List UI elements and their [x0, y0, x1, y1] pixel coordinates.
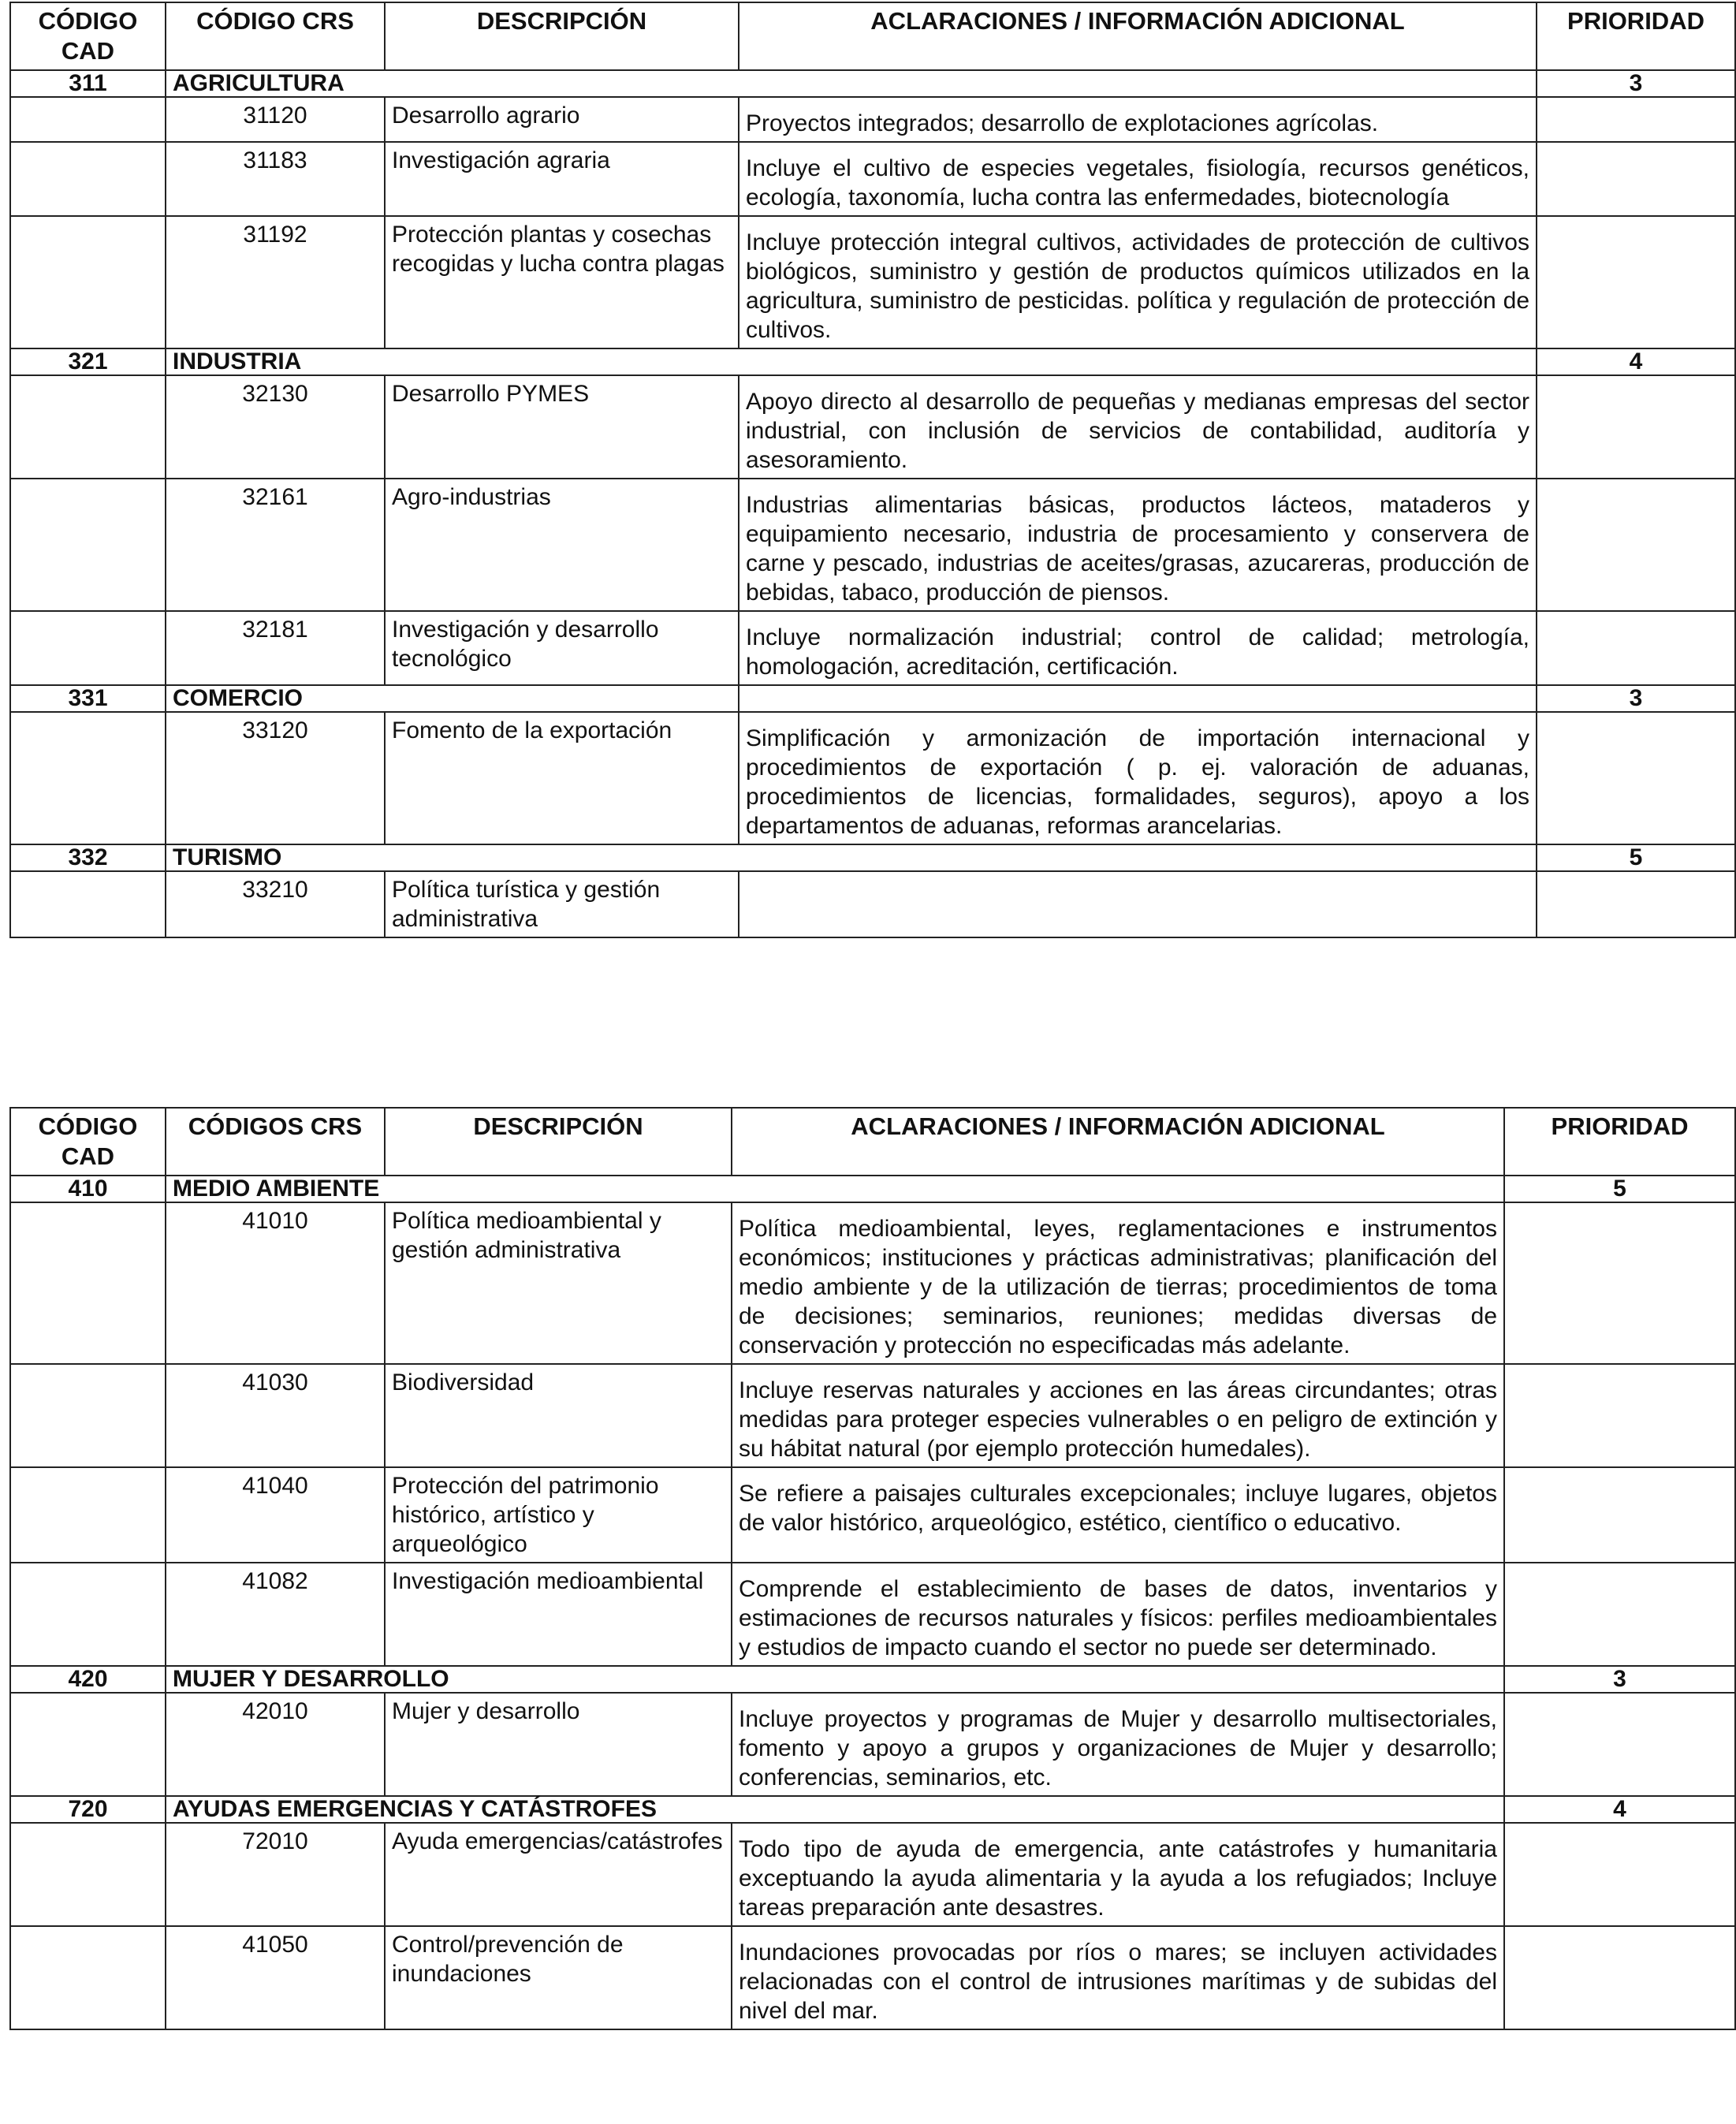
- section-row: [10, 70, 1735, 97]
- crs-code: 32130: [166, 375, 385, 479]
- header-description: DESCRIPCIÓN: [385, 1108, 732, 1176]
- table-row: [10, 142, 1735, 216]
- header-info: ACLARACIONES / INFORMACIÓN ADICIONAL: [732, 1108, 1504, 1176]
- crs-code: 41010: [166, 1202, 385, 1364]
- table-row: [10, 1563, 1735, 1666]
- header-crs: CÓDIGOS CRS: [166, 1108, 385, 1176]
- table-row: [10, 479, 1735, 611]
- row-info: Incluye reservas naturales y acciones en las áreas circundantes; otras medidas para proteger especies vulnerables o en peligro de extinción y su hábitat natural (por ejemplo protección humedales).: [732, 1364, 1504, 1467]
- table-row: [10, 1364, 1735, 1467]
- section-cad: 410: [10, 1176, 166, 1202]
- section-cad: 332: [10, 844, 166, 871]
- section-name: INDUSTRIA: [166, 348, 1537, 375]
- section-priority: 5: [1537, 844, 1735, 871]
- section-row: [10, 1666, 1735, 1693]
- row-info: [739, 871, 1537, 937]
- row-info: Incluye protección integral cultivos, actividades de protección de cultivos biológicos, suministro y gestión de productos químicos utilizados en la agricultura, suministro de pesticidas. política y regulación de protección de cultivos.: [739, 216, 1537, 348]
- crs-code: 41082: [166, 1563, 385, 1666]
- section-row: [10, 844, 1735, 871]
- row-info: Incluye proyectos y programas de Mujer y desarrollo multisectoriales, fomento y apoyo a grupos y organizaciones de Mujer y desarrollo; conferencias, seminarios, etc.: [732, 1693, 1504, 1796]
- section-row: [10, 685, 1735, 712]
- row-description: Biodiversidad: [385, 1364, 732, 1467]
- row-description: Ayuda emergencias/catástrofes: [385, 1823, 732, 1926]
- row-info: Inundaciones provocadas por ríos o mares; se incluyen actividades relacionadas con el control de intrusiones marítimas y de subidas del nivel del mar.: [732, 1926, 1504, 2029]
- section-priority: 4: [1537, 348, 1735, 375]
- row-description: Desarrollo agrario: [385, 97, 739, 142]
- crs-code: 31120: [166, 97, 385, 142]
- section-name: MUJER Y DESARROLLO: [166, 1666, 1504, 1693]
- crs-code: 41040: [166, 1467, 385, 1563]
- section-cad: 420: [10, 1666, 166, 1693]
- section-name: COMERCIO: [166, 685, 739, 712]
- crs-code: 31192: [166, 216, 385, 348]
- row-description: Mujer y desarrollo: [385, 1693, 732, 1796]
- section-priority: 3: [1537, 685, 1735, 712]
- section-name: MEDIO AMBIENTE: [166, 1176, 1504, 1202]
- row-description: Investigación agraria: [385, 142, 739, 216]
- section-cad: 311: [10, 70, 166, 97]
- section-cad: 321: [10, 348, 166, 375]
- row-info: Industrias alimentarias básicas, productos lácteos, mataderos y equipamiento necesario, industria de procesamiento y conservera de carne y pescado, industrias de aceites/grasas, azucareras, producción de bebidas, tabaco, producción de piensos.: [739, 479, 1537, 611]
- priority-table-1: [9, 2, 1736, 938]
- row-info: Incluye normalización industrial; control de calidad; metrología, homologación, acreditación, certificación.: [739, 611, 1537, 685]
- table-header-row: [10, 1108, 1735, 1176]
- crs-code: 33210: [166, 871, 385, 937]
- section-priority: 5: [1504, 1176, 1735, 1202]
- table-row: [10, 611, 1735, 685]
- header-info: ACLARACIONES / INFORMACIÓN ADICIONAL: [739, 2, 1537, 70]
- crs-code: 41030: [166, 1364, 385, 1467]
- row-info: Proyectos integrados; desarrollo de explotaciones agrícolas.: [739, 97, 1537, 142]
- table-row: [10, 1202, 1735, 1364]
- table-row: [10, 712, 1735, 844]
- table-row: [10, 1926, 1735, 2029]
- crs-code: 42010: [166, 1693, 385, 1796]
- row-description: Desarrollo PYMES: [385, 375, 739, 479]
- row-description: Investigación y desarrollo tecnológico: [385, 611, 739, 685]
- header-cad: CÓDIGO CAD: [10, 2, 166, 70]
- table-row: [10, 871, 1735, 937]
- section-name: AGRICULTURA: [166, 70, 1537, 97]
- section-priority: 3: [1537, 70, 1735, 97]
- row-info: Todo tipo de ayuda de emergencia, ante catástrofes y humanitaria exceptuando la ayuda alimentaria y la ayuda a los refugiados; Incluye tareas preparación ante desastres.: [732, 1823, 1504, 1926]
- section-cad: 720: [10, 1796, 166, 1823]
- header-description: DESCRIPCIÓN: [385, 2, 739, 70]
- priority-table-2: [9, 1107, 1736, 2030]
- row-description: Política turística y gestión administrativa: [385, 871, 739, 937]
- section-priority: 3: [1504, 1666, 1735, 1693]
- row-info: Apoyo directo al desarrollo de pequeñas y medianas empresas del sector industrial, con inclusión de servicios de contabilidad, auditoría y asesoramiento.: [739, 375, 1537, 479]
- row-description: Protección plantas y cosechas recogidas y lucha contra plagas: [385, 216, 739, 348]
- row-description: Agro-industrias: [385, 479, 739, 611]
- table-row: [10, 1823, 1735, 1926]
- table-row: [10, 1693, 1735, 1796]
- section-name: TURISMO: [166, 844, 1537, 871]
- row-description: Protección del patrimonio histórico, artístico y arqueológico: [385, 1467, 732, 1563]
- row-info: Política medioambiental, leyes, reglamentaciones e instrumentos económicos; instituciones y prácticas administrativas; planificación del medio ambiente y de la utilización de tierras; procedimientos de toma de decisiones; seminarios, reuniones; medidas diversas de conservación y protección no especificadas más adelante.: [732, 1202, 1504, 1364]
- row-info: Simplificación y armonización de importación internacional y procedimientos de exportación ( p. ej. valoración de aduanas, procedimientos de licencias, formalidades, seguros), apoyo a los departamentos de aduanas, reformas arancelarias.: [739, 712, 1537, 844]
- section-row: [10, 1176, 1735, 1202]
- header-priority: PRIORIDAD: [1537, 2, 1735, 70]
- section-row: [10, 1796, 1735, 1823]
- section-priority: 4: [1504, 1796, 1735, 1823]
- table-header-row: [10, 2, 1735, 70]
- crs-code: 32181: [166, 611, 385, 685]
- crs-code: 41050: [166, 1926, 385, 2029]
- header-crs: CÓDIGO CRS: [166, 2, 385, 70]
- table-row: [10, 375, 1735, 479]
- table-row: [10, 97, 1735, 142]
- header-cad: CÓDIGO CAD: [10, 1108, 166, 1176]
- row-description: Fomento de la exportación: [385, 712, 739, 844]
- row-description: Investigación medioambiental: [385, 1563, 732, 1666]
- crs-code: 72010: [166, 1823, 385, 1926]
- section-row: [10, 348, 1735, 375]
- header-priority: PRIORIDAD: [1504, 1108, 1735, 1176]
- crs-code: 31183: [166, 142, 385, 216]
- table-row: [10, 1467, 1735, 1563]
- row-info: Incluye el cultivo de especies vegetales, fisiología, recursos genéticos, ecología, taxonomía, lucha contra las enfermedades, biotecnología: [739, 142, 1537, 216]
- row-description: Política medioambiental y gestión administrativa: [385, 1202, 732, 1364]
- section-cad: 331: [10, 685, 166, 712]
- row-info: Comprende el establecimiento de bases de datos, inventarios y estimaciones de recursos naturales y físicos: perfiles medioambientales y estudios de impacto cuando el sector no puede ser determinado.: [732, 1563, 1504, 1666]
- table-row: [10, 216, 1735, 348]
- row-description: Control/prevención de inundaciones: [385, 1926, 732, 2029]
- crs-code: 32161: [166, 479, 385, 611]
- crs-code: 33120: [166, 712, 385, 844]
- row-info: Se refiere a paisajes culturales excepcionales; incluye lugares, objetos de valor histórico, arqueológico, estético, científico o educativo.: [732, 1467, 1504, 1563]
- section-name: AYUDAS EMERGENCIAS Y CATÁSTROFES: [166, 1796, 1504, 1823]
